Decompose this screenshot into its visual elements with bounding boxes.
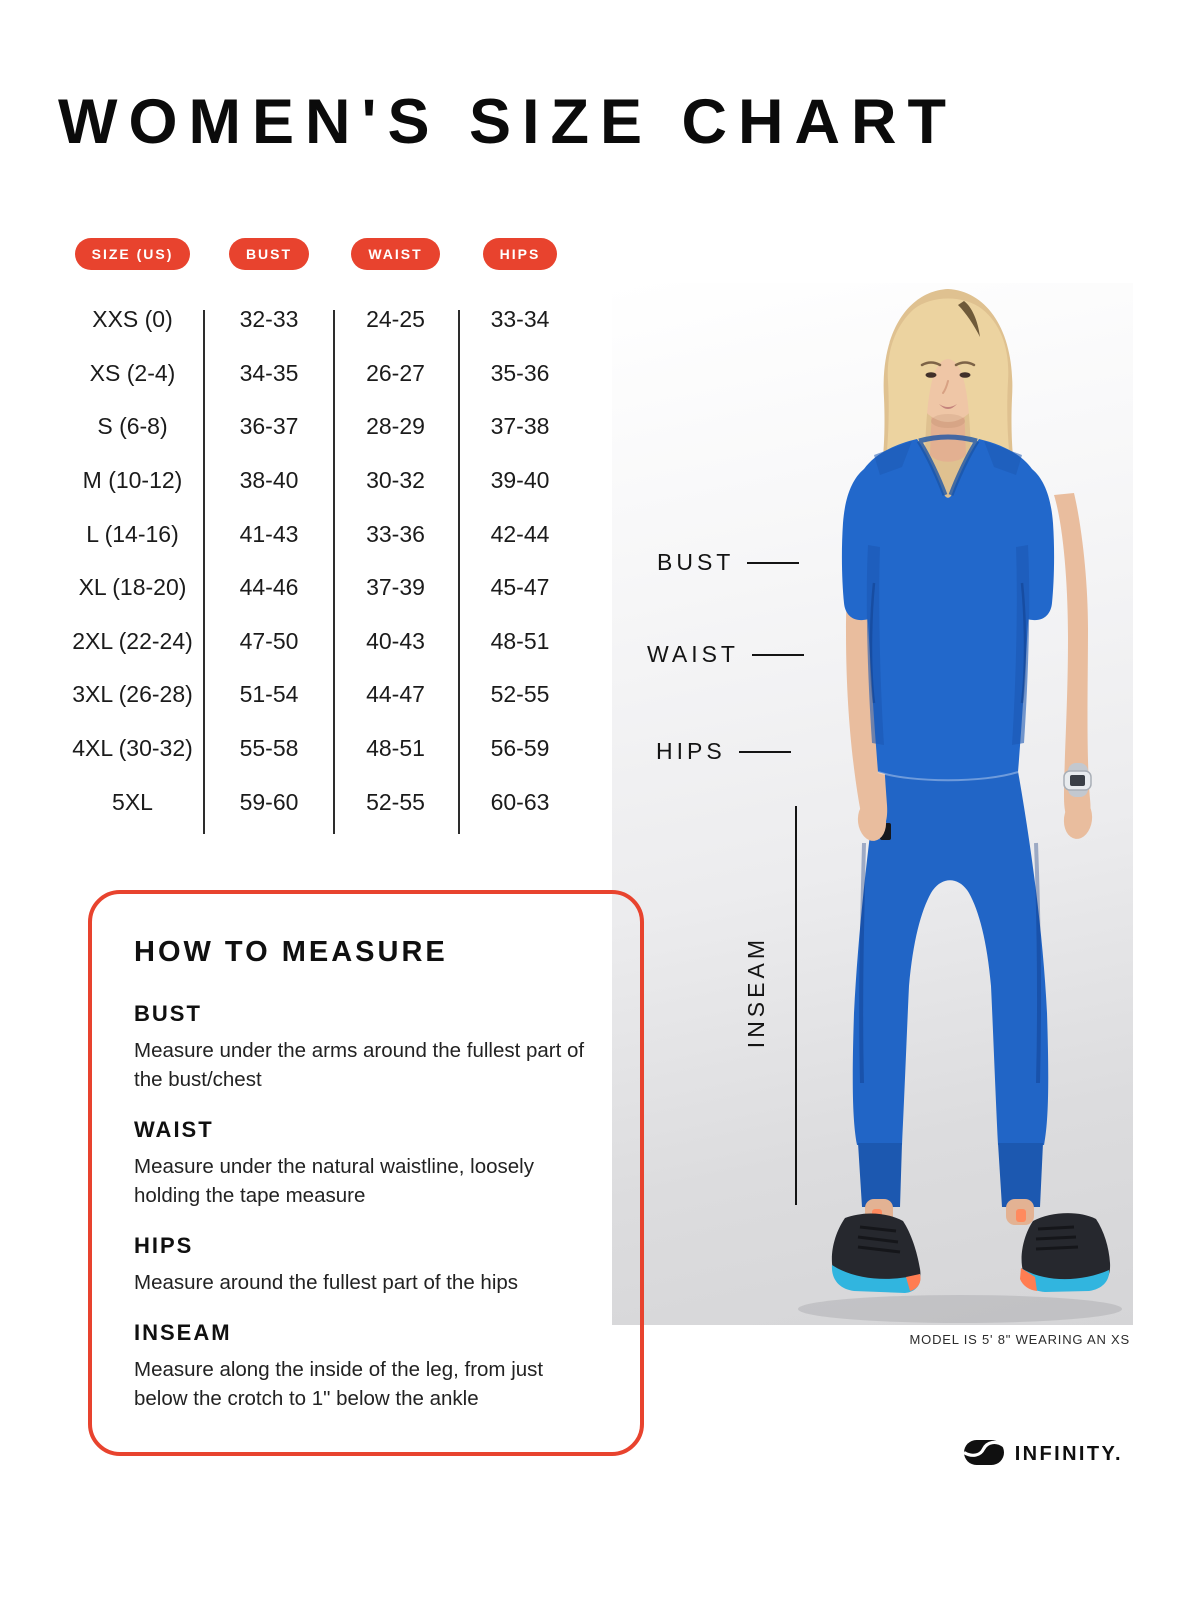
size-label: XS (2-4) [89,359,176,386]
measure-section-waist [134,1117,598,1210]
table-divider [458,310,460,834]
bust-callout-label: BUST [657,549,735,575]
measure-section-text: Measure under the natural waistline, loosely holding the tape measure [134,1155,534,1207]
waist-value: 48-51 [366,735,425,762]
bust-value: 51-54 [239,681,299,708]
hips-callout [656,738,791,765]
size-label: L (14-16) [86,520,179,547]
hips-value: 48-51 [490,627,550,654]
waist-callout-label: WAIST [647,641,739,667]
hips-value: 45-47 [490,574,550,601]
measure-section-inseam [134,1320,598,1413]
bust-callout [657,549,799,576]
waist-value: 33-36 [366,520,425,547]
hips-value: 56-59 [490,735,550,762]
measure-section-label: HIPS [134,1233,194,1258]
size-label: 5XL [112,788,153,815]
table-divider [333,310,335,834]
bust-value: 41-43 [239,520,299,547]
inseam-callout-label: INSEAM [743,936,769,1049]
measure-section-label: WAIST [134,1117,214,1142]
page-title: WOMEN'S SIZE CHART [58,87,957,157]
header-pill-bust: BUST [229,238,309,270]
size-table-header [60,238,582,270]
measure-section-text: Measure under the arms around the fullest part of the bust/chest [134,1039,585,1091]
hips-value: 37-38 [490,413,550,440]
how-to-measure-box [88,890,644,1456]
hips-callout-label: HIPS [656,738,726,764]
bust-value: 34-35 [239,359,299,386]
hips-value: 35-36 [490,359,550,386]
bust-callout-line [747,562,799,564]
waist-value: 24-25 [366,306,425,333]
size-label: 2XL (22-24) [72,627,193,654]
waist-value: 30-32 [366,467,425,494]
bust-value: 59-60 [239,788,299,815]
bust-value: 36-37 [239,413,299,440]
measure-section-label: INSEAM [134,1320,232,1345]
hips-callout-line [739,751,791,753]
header-pill-waist: WAIST [351,238,439,270]
model-photo [612,283,1133,1325]
size-table-body [60,293,582,829]
waist-value: 37-39 [366,574,425,601]
bust-value: 32-33 [239,306,299,333]
hips-value: 39-40 [490,467,550,494]
measure-section-hips [134,1233,598,1297]
header-pill-size: SIZE (US) [75,238,191,270]
size-label: S (6-8) [97,413,168,440]
size-label: XXS (0) [92,306,173,333]
infinity-loop-icon [963,1437,1005,1472]
bust-value: 44-46 [239,574,299,601]
hips-value: 52-55 [490,681,550,708]
bust-value: 55-58 [239,735,299,762]
measure-section-bust [134,1001,598,1094]
measure-section-text: Measure around the fullest part of the hips [134,1271,519,1294]
waist-value: 28-29 [366,413,425,440]
header-pill-hips: HIPS [483,238,558,270]
size-label: XL (18-20) [78,574,187,601]
inseam-callout-line [795,806,797,1205]
waist-value: 52-55 [366,788,425,815]
waist-value: 26-27 [366,359,425,386]
size-label: 4XL (30-32) [72,735,193,762]
size-label: M (10-12) [82,467,183,494]
hips-value: 33-34 [490,306,550,333]
brand-wordmark: INFINITY. [1014,1443,1123,1465]
measure-section-label: BUST [134,1001,202,1026]
measure-section-text: Measure along the inside of the leg, from just below the crotch to 1" below the ankle [134,1358,544,1410]
model-illustration [612,283,1133,1325]
bust-value: 38-40 [239,467,299,494]
hips-value: 60-63 [490,788,550,815]
table-divider [203,310,205,834]
model-caption: MODEL IS 5' 8" WEARING AN XS [909,1332,1130,1347]
waist-value: 40-43 [366,627,425,654]
waist-value: 44-47 [366,681,425,708]
waist-callout-line [752,654,804,656]
waist-callout [647,641,804,668]
hips-value: 42-44 [490,520,550,547]
brand-logo [963,1437,1123,1472]
size-label: 3XL (26-28) [72,681,193,708]
how-to-measure-title: HOW TO MEASURE [134,936,448,968]
bust-value: 47-50 [239,627,299,654]
